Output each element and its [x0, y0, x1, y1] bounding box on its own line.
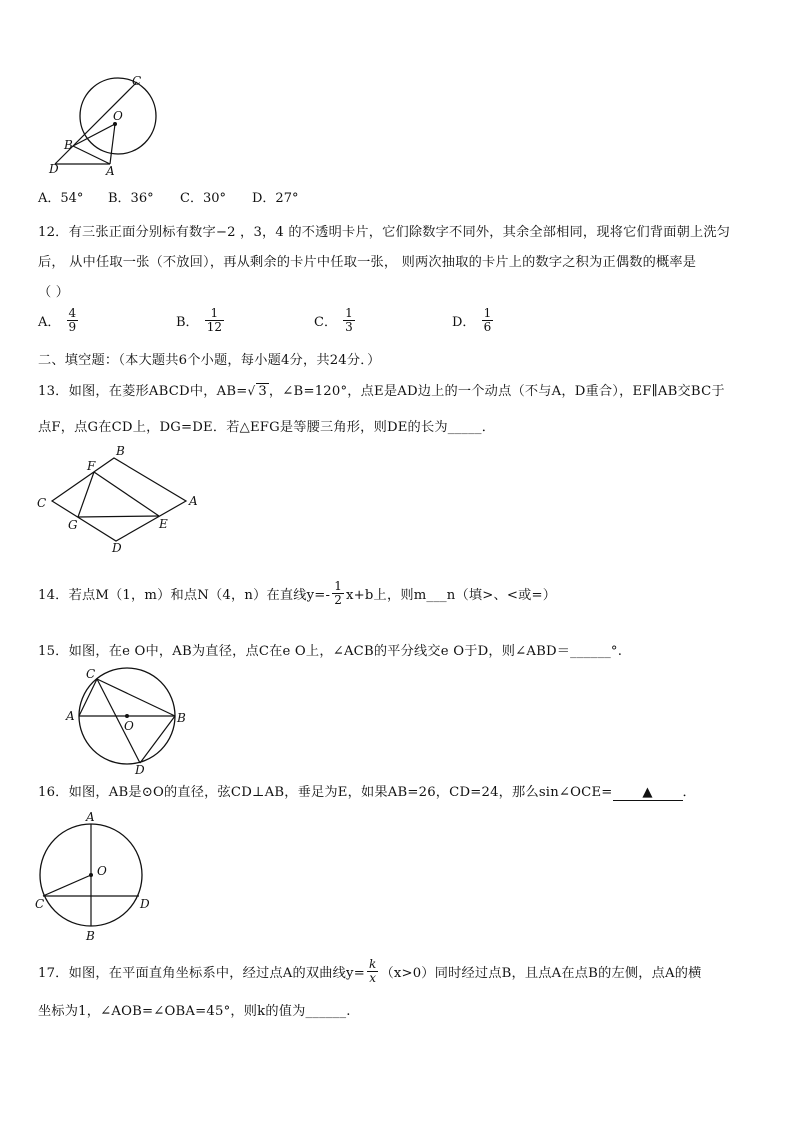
q12-choice-a-num: 4 — [68, 306, 77, 320]
q11-choice-d: D．27° — [252, 191, 299, 206]
q15-figure — [60, 664, 195, 776]
q14-den: 2 — [334, 593, 343, 608]
q17-line2: 坐标为1，∠AOB=∠OBA=45°，则k的值为______. — [38, 1004, 351, 1019]
q11-label-A: A — [106, 164, 115, 178]
q15-label-A: A — [66, 709, 75, 723]
q11-label-O: O — [113, 109, 123, 123]
q16-line — [38, 781, 696, 801]
q17-fraction — [367, 958, 378, 985]
q16-label-D: D — [140, 897, 150, 911]
q13-line2: 点F，点G在CD上，DG=DE．若△EFG是等腰三角形，则DE的长为_____． — [38, 420, 496, 435]
q13-label-C: C — [37, 496, 47, 510]
q13-label-E: E — [159, 517, 168, 531]
q14-line — [38, 580, 556, 607]
q12-choice-c-letter: C． — [314, 315, 337, 331]
q16-label-C: C — [35, 897, 45, 911]
q14-text-b: x+b上，则m___n（填>、<或=） — [346, 588, 557, 604]
q12-choice-d-fraction — [482, 307, 494, 334]
q17-den: x — [369, 971, 377, 986]
q12-choice-c-num: 1 — [345, 306, 353, 320]
q11-line-OB — [73, 124, 115, 146]
q15-line-BD — [140, 716, 175, 763]
q15-label-D: D — [135, 763, 145, 776]
q14-num: 1 — [334, 579, 343, 593]
q11-line-OA — [110, 124, 115, 164]
q17-text-b: （x>0）同时经过点B，且点A在点B的左侧，点A的横 — [380, 966, 702, 982]
q16-text-a: 16．如图，AB是⊙O的直径，弦CD⊥AB，垂足为E，如果AB=26，CD=24，那么sin∠OCE= — [38, 785, 613, 800]
q16-center-dot — [89, 873, 93, 877]
q12-choice-a-den: 9 — [68, 320, 77, 335]
q12-choice-b-fraction — [205, 307, 224, 334]
q11-choice-a: A．54° — [38, 191, 84, 206]
q15-label-B: B — [177, 711, 186, 725]
q13-label-F: F — [87, 459, 96, 473]
q12-choice-d-num: 1 — [483, 306, 492, 320]
q12-choice-c-fraction — [343, 307, 355, 334]
section-header: 二、填空题：（本大题共6个小题，每小题4分，共24分．） — [38, 353, 381, 368]
q16-text-b: ． — [682, 785, 696, 800]
q12-choice-a-letter: A． — [38, 315, 61, 331]
q17-num: k — [368, 957, 377, 971]
q13-sqrt-value: 3 — [258, 384, 267, 399]
q12-choice-d-den: 6 — [483, 320, 492, 335]
q16-answer-blank — [613, 785, 683, 801]
q17-line1 — [38, 958, 702, 985]
q12-choice-b — [176, 307, 226, 334]
q12-choice-d-letter: D． — [452, 315, 476, 331]
q15-label-O: O — [124, 719, 134, 733]
q13-label-D: D — [112, 541, 122, 555]
q13-label-B: B — [116, 444, 125, 458]
q15-label-C: C — [86, 667, 96, 681]
q16-answer-mark: ▲ — [642, 785, 653, 800]
q16-figure — [34, 808, 154, 944]
q16-line-OC — [43, 875, 91, 896]
q11-choice-c: C．30° — [180, 191, 226, 206]
q11-label-D: D — [49, 162, 59, 176]
q15-line: 15．如图，在e O中，AB为直径，点C在e O上，∠ACB的平分线交e O于D，则∠ABD＝______°. — [38, 644, 623, 659]
q14-fraction — [332, 580, 344, 607]
q15-center-dot — [125, 714, 129, 718]
q12-line1: 12．有三张正面分别标有数字−2 ，3，4 的不透明卡片，它们除数字不同外，其余全部相同，现将它们背面朝上洗匀 — [38, 225, 731, 240]
q11-label-C: C — [132, 74, 142, 88]
q14-text-a: 14．若点M（1，m）和点N（4，n）在直线y=- — [38, 588, 331, 604]
q12-choice-b-letter: B． — [176, 315, 199, 331]
q12-choice-c-den: 3 — [345, 320, 353, 335]
q13-label-A: A — [189, 494, 198, 508]
q12-choice-a-fraction — [67, 307, 79, 334]
q11-figure — [40, 74, 165, 179]
q12-line2: 后， 从中任取一张（不放回），再从剩余的卡片中任取一张， 则两次抽取的卡片上的数字之积为正偶数的概率是 — [38, 255, 697, 270]
q13-line1-a: 13．如图，在菱形ABCD中，AB= — [38, 384, 248, 399]
q13-line1-b: ，∠B=120°，点E是AD边上的一个动点（不与A，D重合），EF∥AB交BC于 — [268, 384, 725, 399]
q11-choice-b: B．36° — [108, 191, 154, 206]
q11-line-BA — [73, 146, 110, 164]
q16-label-B: B — [86, 929, 95, 943]
q12-choice-b-num: 1 — [205, 307, 224, 321]
q15-line-CA — [79, 679, 97, 716]
q12-line3: （ ） — [38, 285, 70, 300]
q13-figure — [34, 444, 204, 558]
q17-text-a: 17．如图，在平面直角坐标系中，经过点A的双曲线y= — [38, 966, 365, 982]
q16-label-O: O — [97, 864, 107, 878]
q12-choice-a — [38, 307, 80, 334]
q11-label-B: B — [64, 138, 73, 152]
q13-line-FG — [78, 472, 94, 517]
q16-label-A: A — [86, 810, 95, 824]
q12-choice-d — [452, 307, 495, 334]
q13-line-GE — [78, 516, 159, 517]
q13-line1: 13．如图，在菱形ABCD中，AB=√ 3 ，∠B=120°，点E是AD边上的一个动点（不与A，D重合），EF∥AB交BC于 — [38, 384, 725, 399]
q12-choice-b-den: 12 — [206, 320, 222, 335]
q12-choice-c — [314, 307, 357, 334]
q13-label-G: G — [68, 518, 78, 532]
